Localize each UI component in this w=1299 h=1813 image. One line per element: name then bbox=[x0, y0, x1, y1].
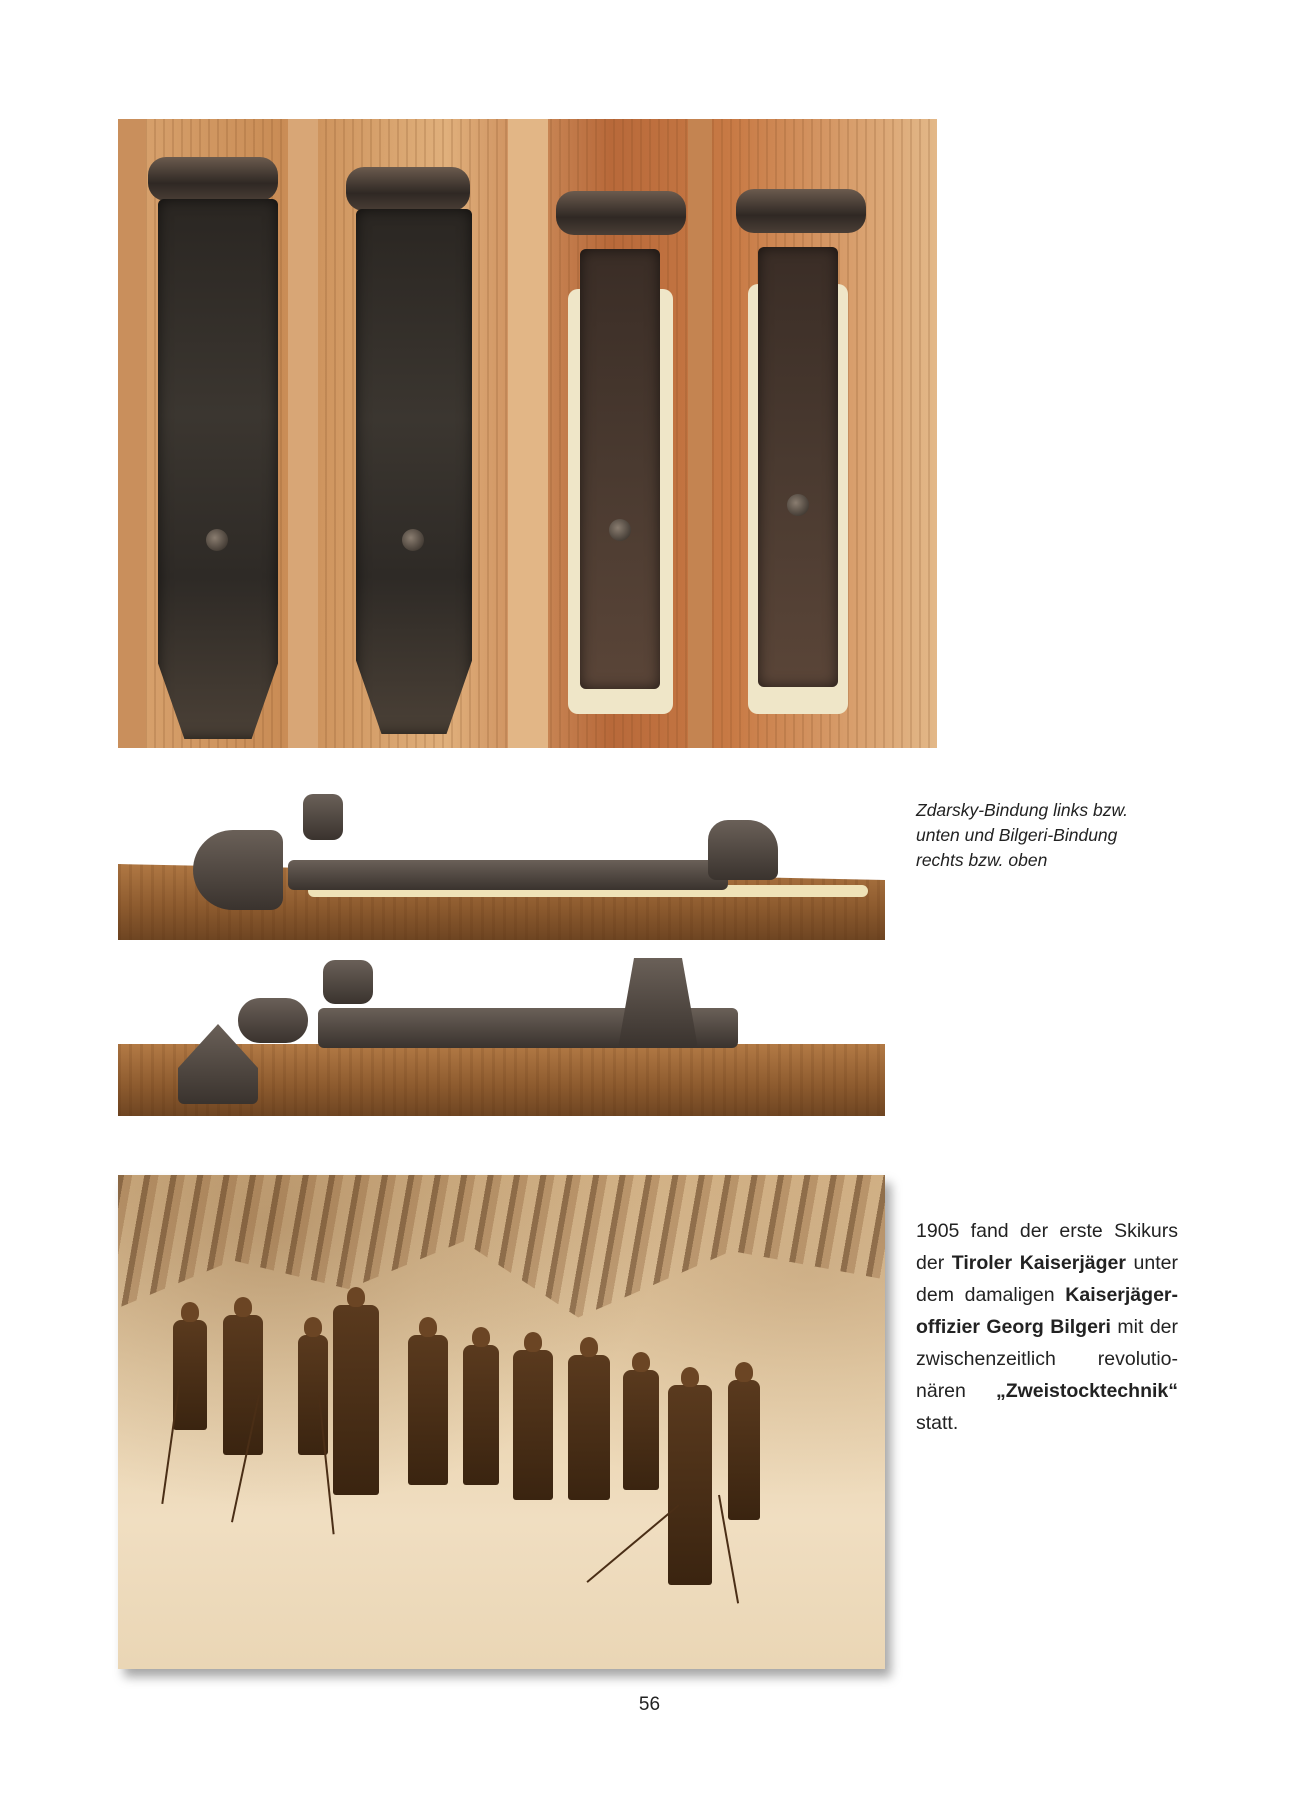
body-bold: „Zweistocktechnik“ bbox=[995, 1380, 1178, 1402]
skier-figure bbox=[223, 1315, 263, 1455]
ski-board bbox=[288, 119, 318, 748]
binding-hinge bbox=[193, 830, 283, 910]
skier-figure bbox=[333, 1305, 379, 1495]
body-text: statt. bbox=[916, 1412, 959, 1434]
binding-toe bbox=[618, 958, 698, 1048]
skier-figure bbox=[728, 1380, 760, 1520]
skier-figure bbox=[173, 1320, 207, 1430]
binding-roll bbox=[238, 998, 308, 1043]
bilgeri-binding bbox=[758, 247, 838, 687]
binding-hinge bbox=[346, 167, 470, 211]
binding-hinge bbox=[736, 189, 866, 233]
page-number: 56 bbox=[638, 1694, 661, 1715]
binding-knob bbox=[787, 494, 809, 516]
ski-board bbox=[688, 119, 712, 748]
caption-line: unten und Bilgeri-Bindung bbox=[916, 825, 1118, 845]
binding-knob bbox=[609, 519, 631, 541]
body-text: 1905 fand der erste Skikurs der bbox=[916, 1220, 1178, 1274]
binding-toe bbox=[708, 820, 778, 880]
ski-board bbox=[118, 119, 146, 748]
photo-caption bbox=[916, 798, 1186, 873]
binding-side-photo-bottom bbox=[118, 958, 885, 1116]
historical-photo bbox=[118, 1175, 885, 1669]
binding-hinge bbox=[148, 157, 278, 201]
ski-pole bbox=[161, 1385, 180, 1504]
skier-figure bbox=[623, 1370, 659, 1490]
body-paragraph bbox=[916, 1215, 1178, 1439]
binding-strap bbox=[288, 860, 728, 890]
ski-pole bbox=[586, 1504, 679, 1583]
skier-figure bbox=[568, 1355, 610, 1500]
skier-figure bbox=[463, 1345, 499, 1485]
zdarsky-binding bbox=[356, 209, 472, 734]
binding-loop bbox=[303, 794, 343, 840]
skier-figure bbox=[668, 1385, 712, 1585]
binding-knob bbox=[402, 529, 424, 551]
binding-hinge bbox=[556, 191, 686, 235]
body-bold: Tiroler Kaiserjäger bbox=[951, 1252, 1126, 1274]
zdarsky-binding bbox=[158, 199, 278, 739]
bilgeri-binding bbox=[580, 249, 660, 689]
body-text: unter dem damaligen bbox=[916, 1252, 1178, 1306]
binding-side-photo-top bbox=[118, 790, 885, 955]
body-text: mit der zwischenzeitlich revolutio-nären bbox=[916, 1316, 1178, 1402]
binding-knob bbox=[206, 529, 228, 551]
binding-loop bbox=[323, 960, 373, 1004]
body-bold: Kaiserjäger-offizier Georg Bilgeri bbox=[916, 1284, 1178, 1338]
caption-line: rechts bzw. oben bbox=[916, 850, 1048, 870]
ski-board bbox=[508, 119, 548, 748]
bindings-top-photo bbox=[118, 119, 937, 748]
skier-figure bbox=[513, 1350, 553, 1500]
caption-line: Zdarsky-Bindung links bzw. bbox=[916, 800, 1129, 820]
skier-figure bbox=[408, 1335, 448, 1485]
